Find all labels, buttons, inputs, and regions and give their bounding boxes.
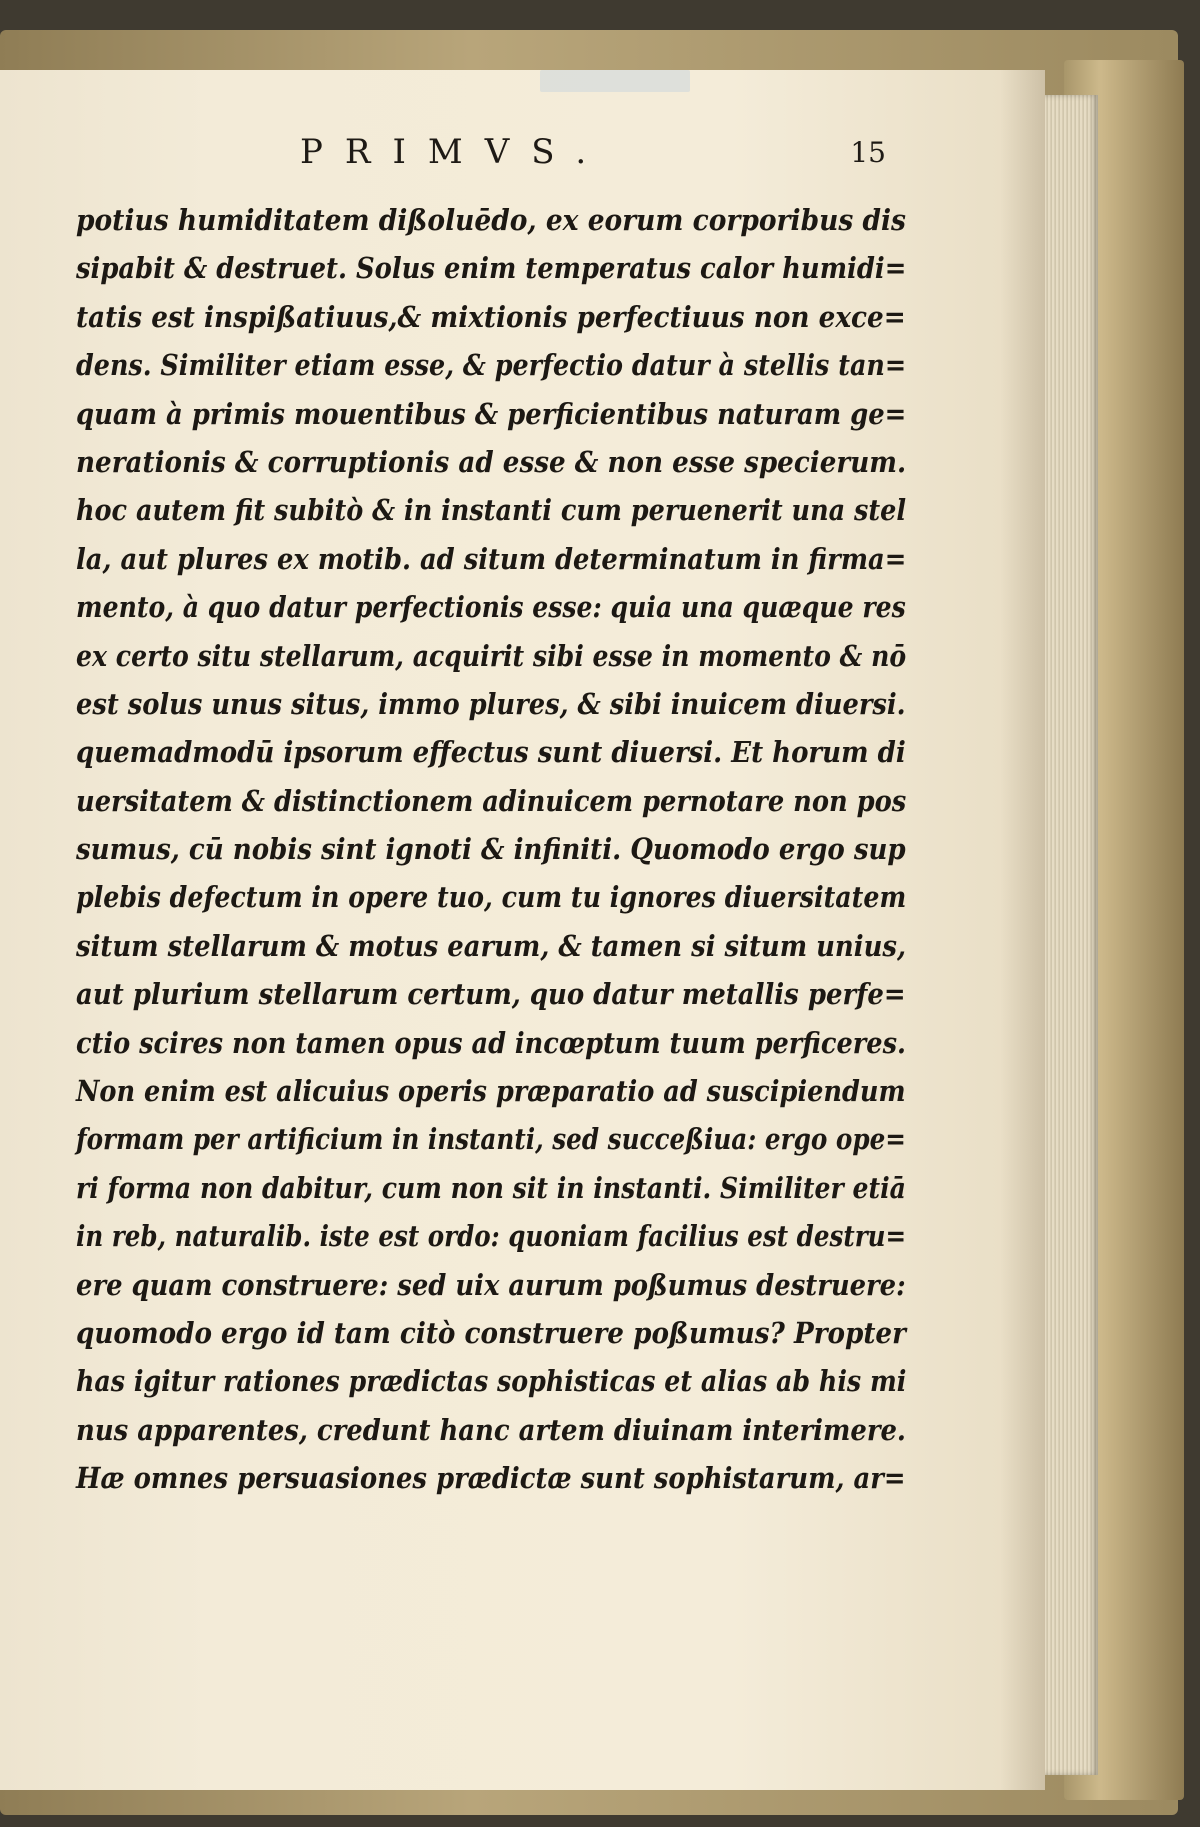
bookmark-tab: [540, 70, 690, 92]
text-line: ctio scires non tamen opus ad incœptum tuum perficeres.: [76, 1025, 906, 1060]
page-shadow: [1000, 70, 1045, 1790]
text-line: sumus, cū nobis sint ignoti & infiniti. Quomodo ergo sup: [76, 832, 906, 867]
text-line: mento, à quo datur perfectionis esse: quia una quæque res: [76, 590, 906, 625]
text-line: Non enim est alicuius operis præparatio ad suscipiendum: [76, 1074, 906, 1109]
text-line: uersitatem & distinctionem adinuicem pernotare non pos: [76, 783, 907, 818]
text-line: ex certo situ stellarum, acquirit sibi esse in momento & nō: [76, 638, 907, 673]
text-line: has igitur rationes prædictas sophisticas et alias ab his mi: [76, 1364, 907, 1399]
text-line: quam à primis mouentibus & perficientibus naturam ge=: [76, 396, 907, 431]
text-line: dens. Similiter etiam esse, & perfectio datur à stellis tan=: [76, 348, 907, 383]
text-block: [76, 196, 906, 1503]
text-line: potius humiditatem dißoluēdo, ex eorum corporibus dis: [76, 203, 906, 237]
text-line: aut plurium stellarum certum, quo datur metallis perfe=: [76, 977, 906, 1012]
text-line: formam per artificium in instanti, sed succeßiua: ergo ope=: [76, 1122, 906, 1157]
page-number: 15: [850, 136, 886, 169]
text-line: Hæ omnes persuasiones prædictæ sunt sophistarum, ar=: [76, 1461, 906, 1496]
text-line: in reb, naturalib. iste est ordo: quoniam facilius est destru=: [76, 1219, 907, 1254]
page-header: [300, 132, 900, 182]
text-line: ri forma non dabitur, cum non sit in instanti. Similiter etiā: [76, 1170, 906, 1205]
text-line: hoc autem fit subitò & in instanti cum peruenerit una stel: [76, 493, 907, 528]
text-line: quemadmodū ipsorum effectus sunt diuersi. Et horum di: [76, 735, 906, 770]
text-line: sipabit & destruet. Solus enim temperatus calor humidi=: [76, 251, 907, 286]
text-line: nerationis & corruptionis ad esse & non esse specierum.: [76, 444, 907, 479]
text-line: ere quam construere: sed uix aurum poßumus destruere:: [76, 1267, 906, 1302]
text-line: plebis defectum in opere tuo, cum tu ignores diuersitatem: [76, 880, 907, 915]
text-line: est solus unus situs, immo plures, & sibi inuicem diuersi.: [76, 686, 906, 721]
text-line: quomodo ergo id tam citò construere poßumus? Propter: [76, 1315, 906, 1350]
text-line: tatis est inspißatiuus,& mixtionis perfectiuus non exce=: [76, 299, 906, 334]
text-line: situm stellarum & motus earum, & tamen si situm unius,: [76, 928, 906, 963]
text-line: la, aut plures ex motib. ad situm determinatum in firma=: [76, 541, 907, 576]
running-head: PRIMVS.: [300, 132, 609, 172]
text-line: nus apparentes, credunt hanc artem diuinam interimere.: [76, 1412, 906, 1447]
page-edges: [1040, 95, 1098, 1775]
